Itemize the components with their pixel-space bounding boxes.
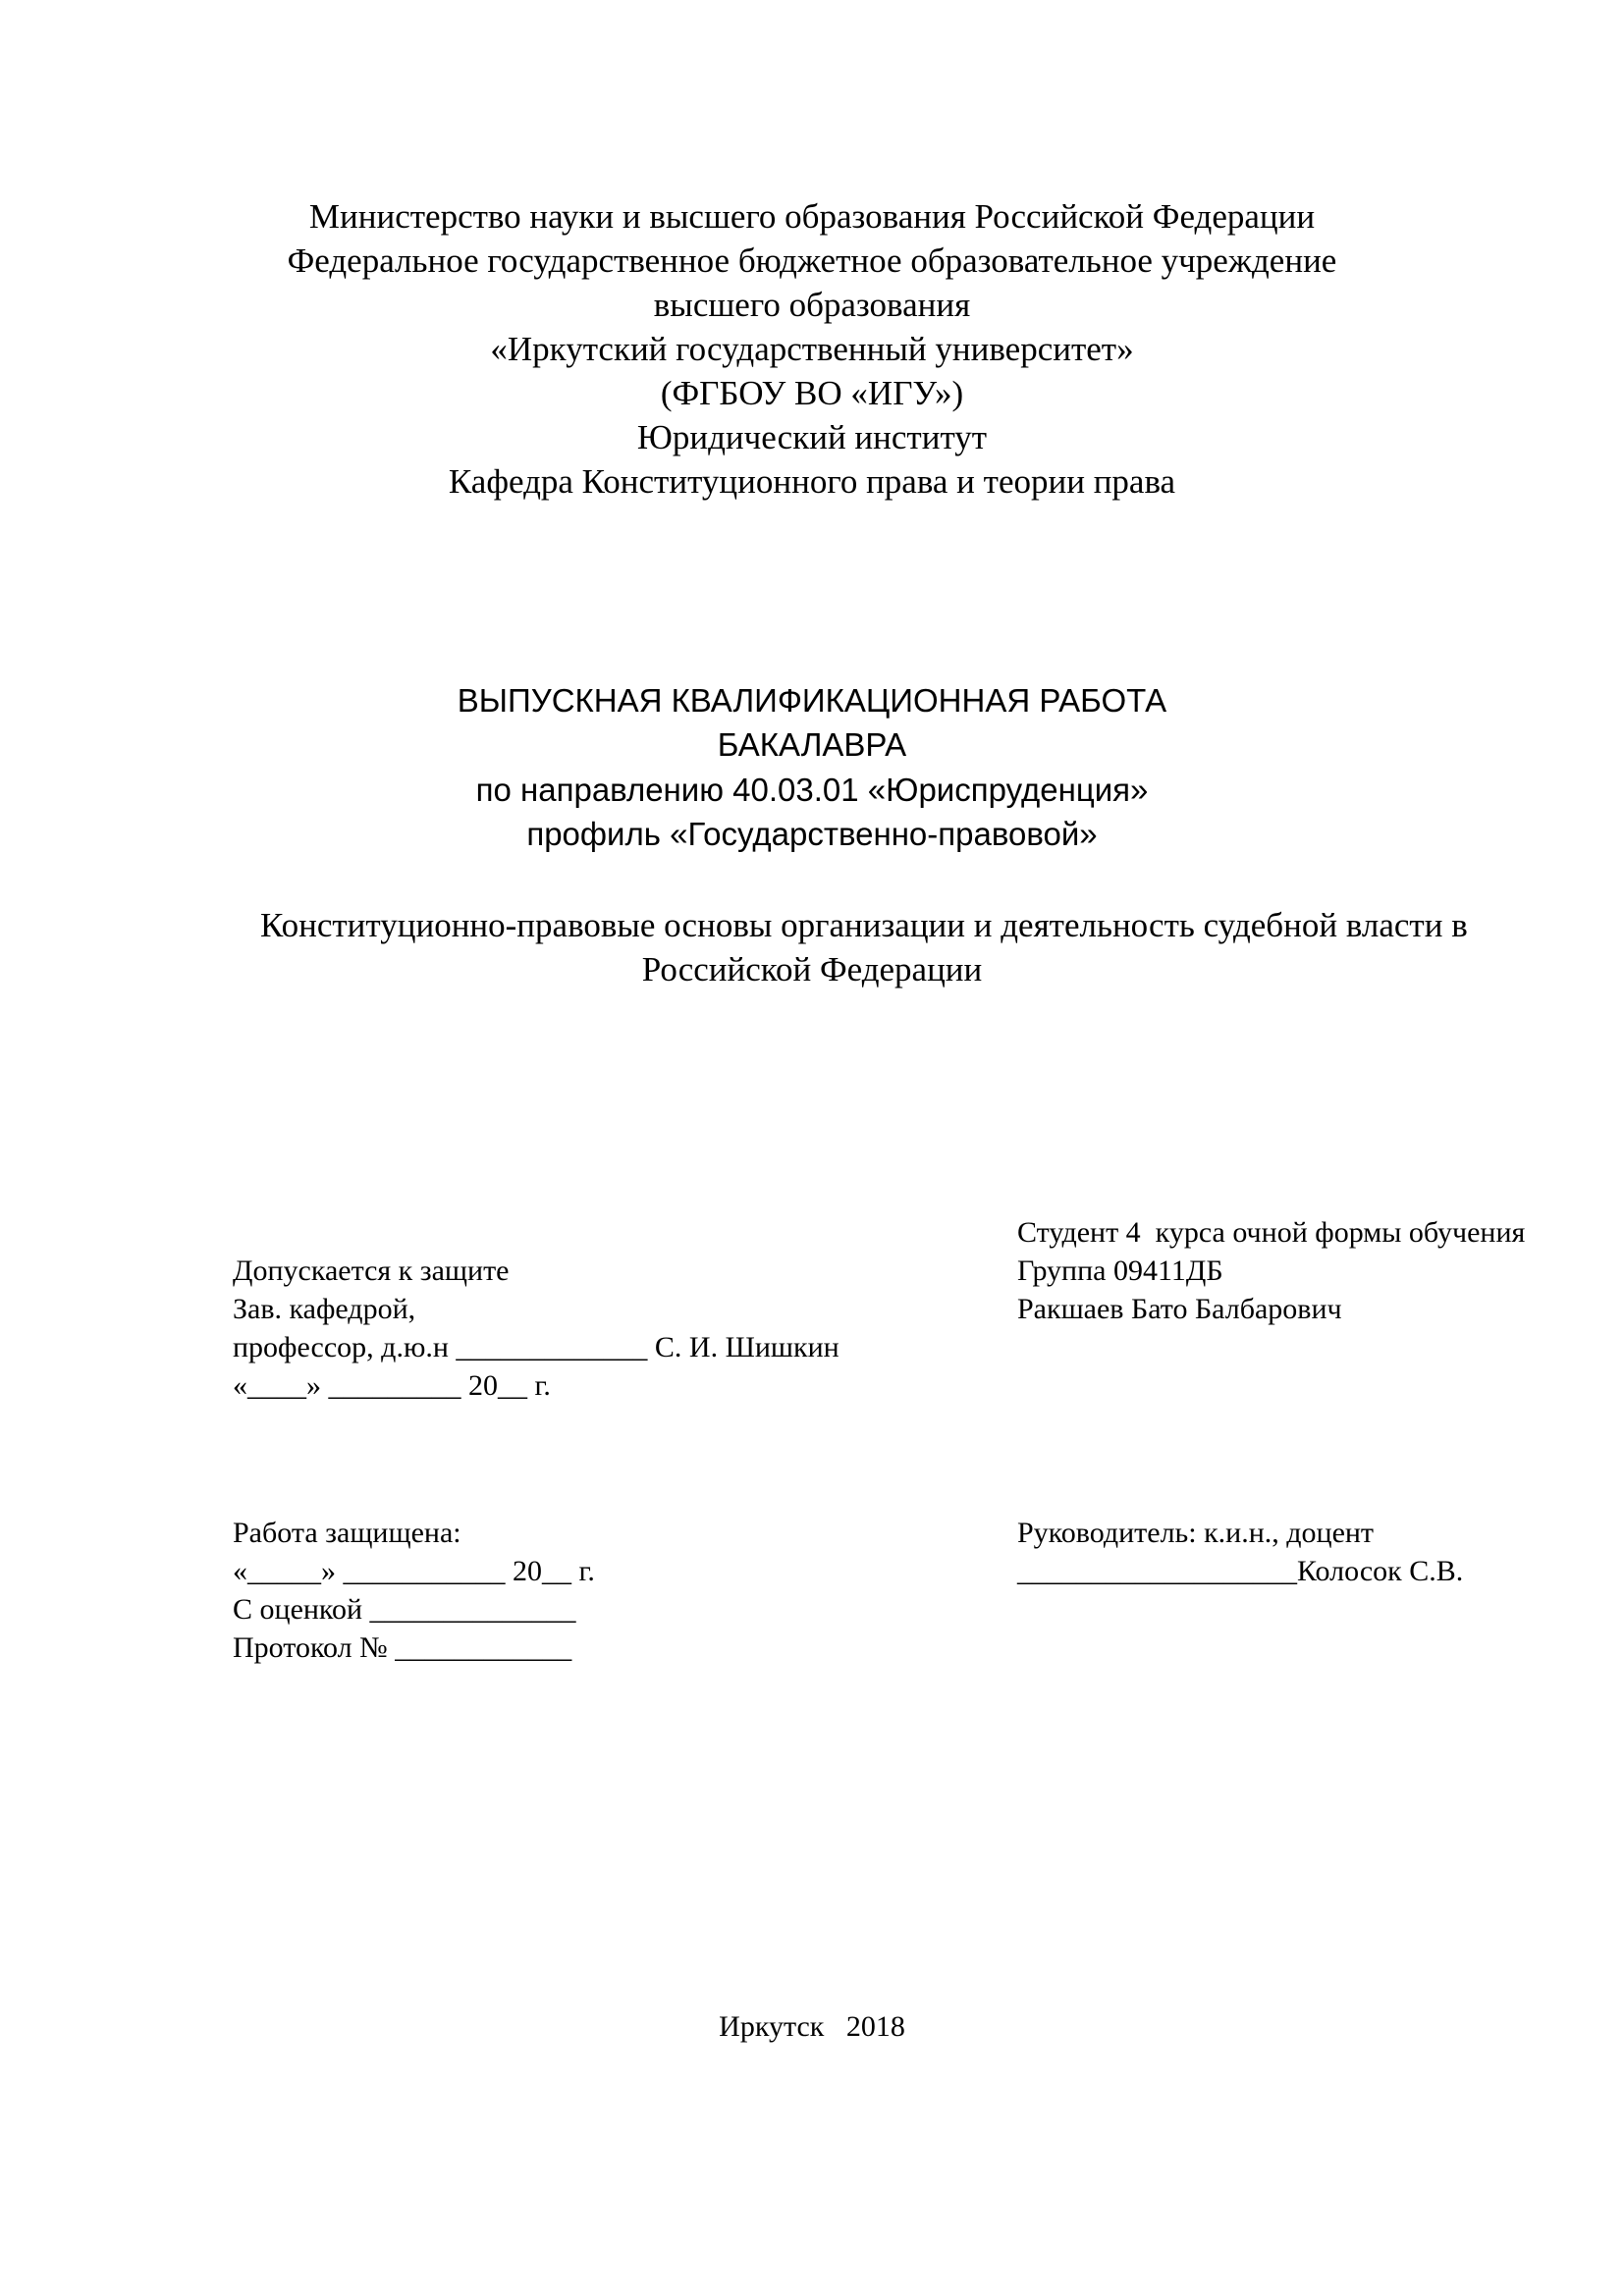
student-name: Ракшаев Бато Балбарович [1017, 1293, 1342, 1325]
institute-name: Юридический институт [636, 418, 988, 456]
institution-line: Федеральное государственное бюджетное образовательное учреждение [287, 241, 1337, 280]
work-direction: по направлению 40.03.01 «Юриспруденция» [475, 772, 1149, 808]
department-name: Кафедра Конституционного права и теории права [448, 462, 1176, 501]
student-course: Студент 4 курса очной формы обучения [1017, 1216, 1526, 1249]
student-group: Группа 09411ДБ [1017, 1255, 1223, 1287]
defense-grade: С оценкой ______________ [233, 1593, 576, 1626]
head-of-department-label: Зав. кафедрой, [233, 1293, 416, 1325]
university-name: «Иркутский государственный университет» [490, 330, 1134, 368]
supervisor-signature: ___________________Колосок С.В. [1017, 1555, 1464, 1587]
ministry-line: Министерство науки и высшего образования Российской Федерации [308, 197, 1316, 236]
work-profile: профиль «Государственно-правовой» [526, 816, 1098, 852]
education-level-line: высшего образования [653, 286, 971, 324]
university-abbrev: (ФГБОУ ВО «ИГУ») [660, 374, 964, 412]
thesis-title-line1: Конституционно-правовые основы организации и деятельность судебной власти в [260, 906, 1468, 944]
city-year: Иркутск 2018 [719, 2010, 905, 2043]
supervisor-label: Руководитель: к.и.н., доцент [1017, 1517, 1375, 1549]
head-of-department-signature: профессор, д.ю.н _____________ С. И. Шишкин [233, 1331, 839, 1363]
defense-protocol: Протокол № ____________ [233, 1631, 572, 1664]
defense-date: «_____» ___________ 20__ г. [233, 1555, 595, 1587]
work-type-line2: БАКАЛАВРА [717, 726, 907, 763]
admission-date: «____» _________ 20__ г. [233, 1369, 551, 1402]
thesis-title-line2: Российской Федерации [641, 950, 983, 988]
work-type-line1: ВЫПУСКНАЯ КВАЛИФИКАЦИОННАЯ РАБОТА [457, 682, 1167, 719]
defense-label: Работа защищена: [233, 1517, 461, 1549]
admission-label: Допускается к защите [233, 1255, 510, 1287]
